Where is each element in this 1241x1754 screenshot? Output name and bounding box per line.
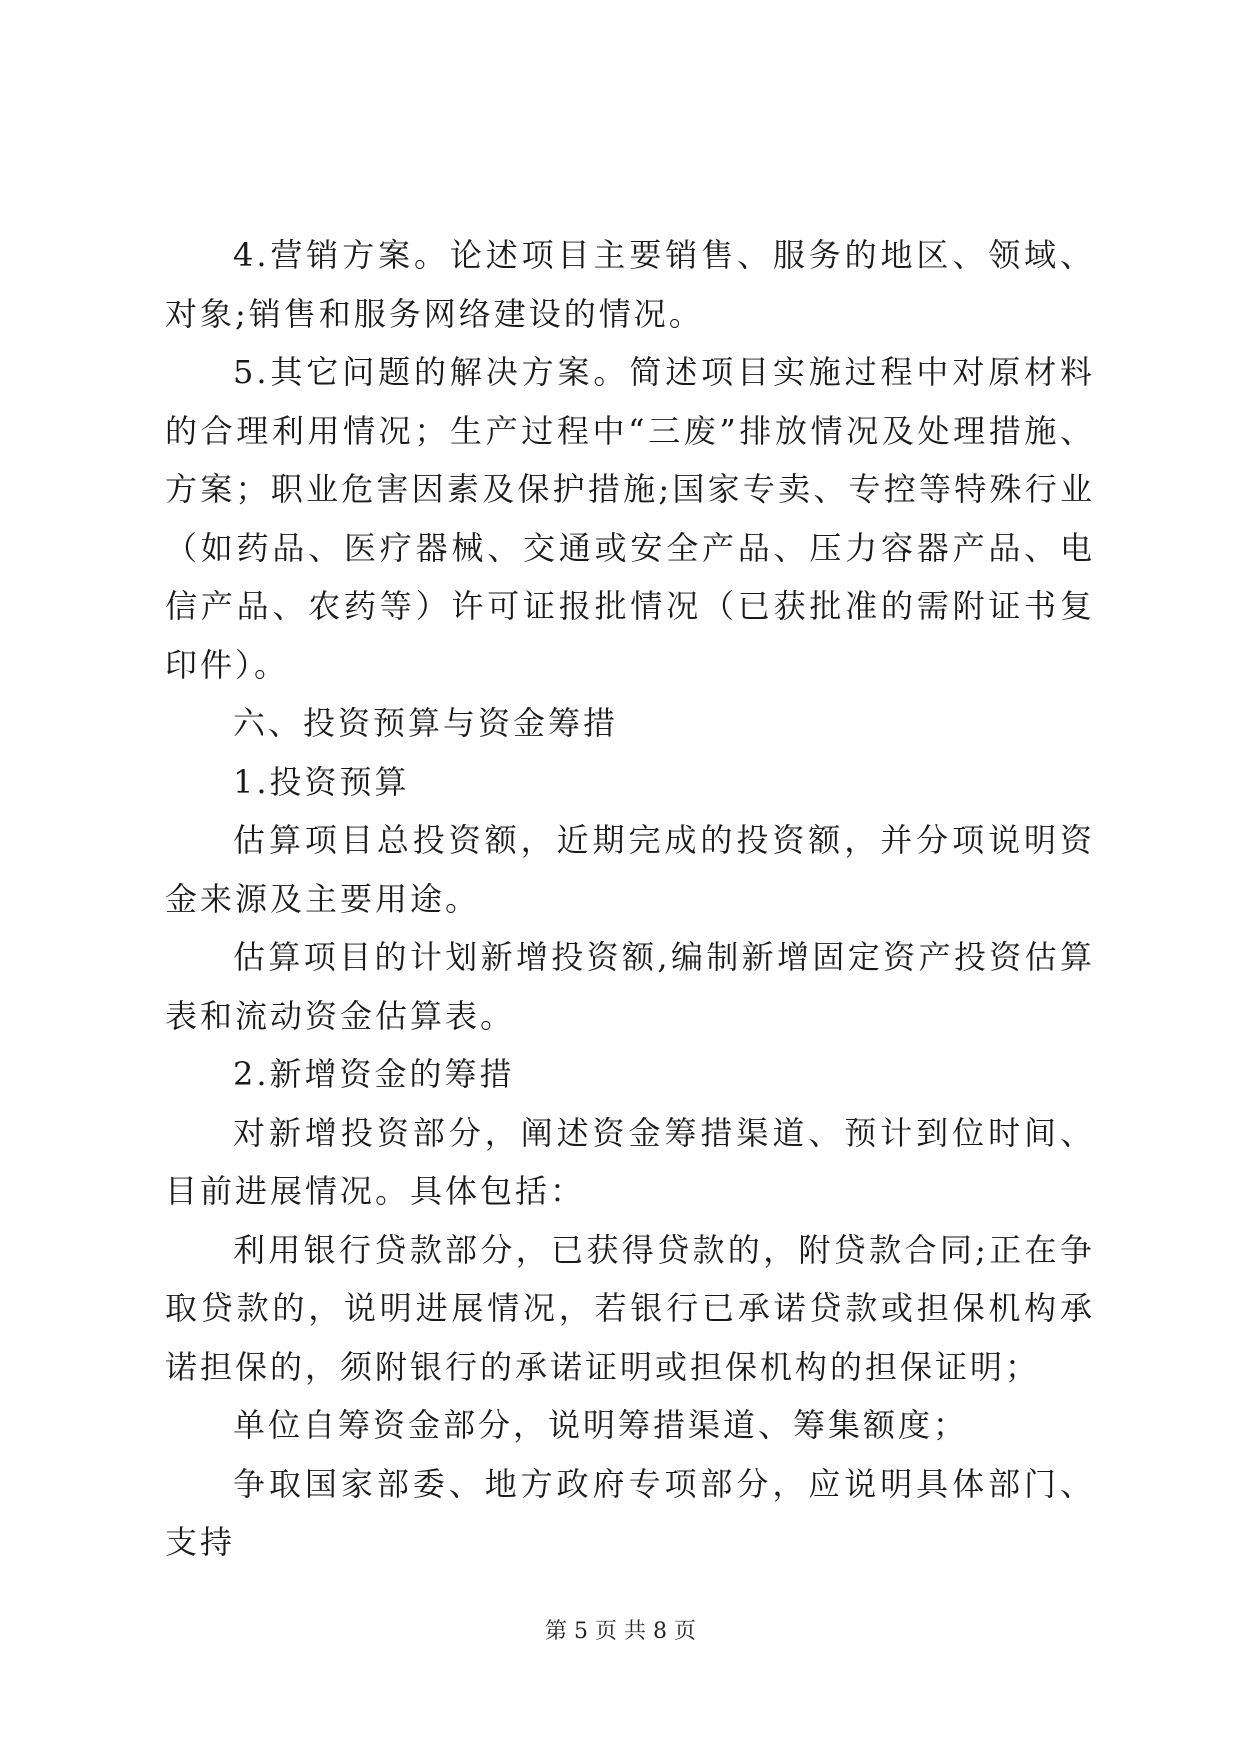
paragraph-new-investment: 估算项目的计划新增投资额,编制新增固定资产投资估算表和流动资金估算表。 [165, 938, 1095, 1035]
paragraph-total-investment: 估算项目总投资额，近期完成的投资额，并分项说明资金来源及主要用途。 [165, 821, 1095, 918]
paragraph-marketing-plan: 4.营销方案。论述项目主要销售、服务的地区、领域、对象;销售和服务网络建设的情况。 [165, 236, 1095, 333]
subheading-investment-budget: 1.投资预算 [233, 762, 410, 801]
page-number-footer: 第 5 页 共 8 页 [545, 1619, 696, 1644]
paragraph-other-solutions: 5.其它问题的解决方案。简述项目实施过程中对原材料的合理利用情况；生产过程中“三废”排放情况及处理措施、方案；职业危害因素及保护措施;国家专卖、专控等特殊行业（如药品、医疗器械、交通或安全产品、压力容器产品、电信产品、农药等）许可证报批情况（已获批准的需附证书复印件）。 [165, 353, 1095, 684]
paragraph-funding-channels: 对新增投资部分，阐述资金筹措渠道、预计到位时间、目前进展情况。具体包括： [165, 1113, 1095, 1210]
paragraph-bank-loans: 利用银行贷款部分，已获得贷款的，附贷款合同;正在争取贷款的，说明进展情况，若银行已承诺贷款或担保机构承诺担保的，须附银行的承诺证明或担保机构的担保证明； [165, 1230, 1095, 1386]
paragraph-government-funds: 争取国家部委、地方政府专项部分，应说明具体部门、支持 [165, 1464, 1095, 1561]
section-heading-investment: 六、投资预算与资金筹措 [233, 704, 619, 742]
document-body [165, 226, 1095, 1572]
subheading-new-funding: 2.新增资金的筹措 [233, 1055, 515, 1093]
paragraph-self-raised-funds: 单位自筹资金部分，说明筹措渠道、筹集额度； [233, 1406, 969, 1444]
